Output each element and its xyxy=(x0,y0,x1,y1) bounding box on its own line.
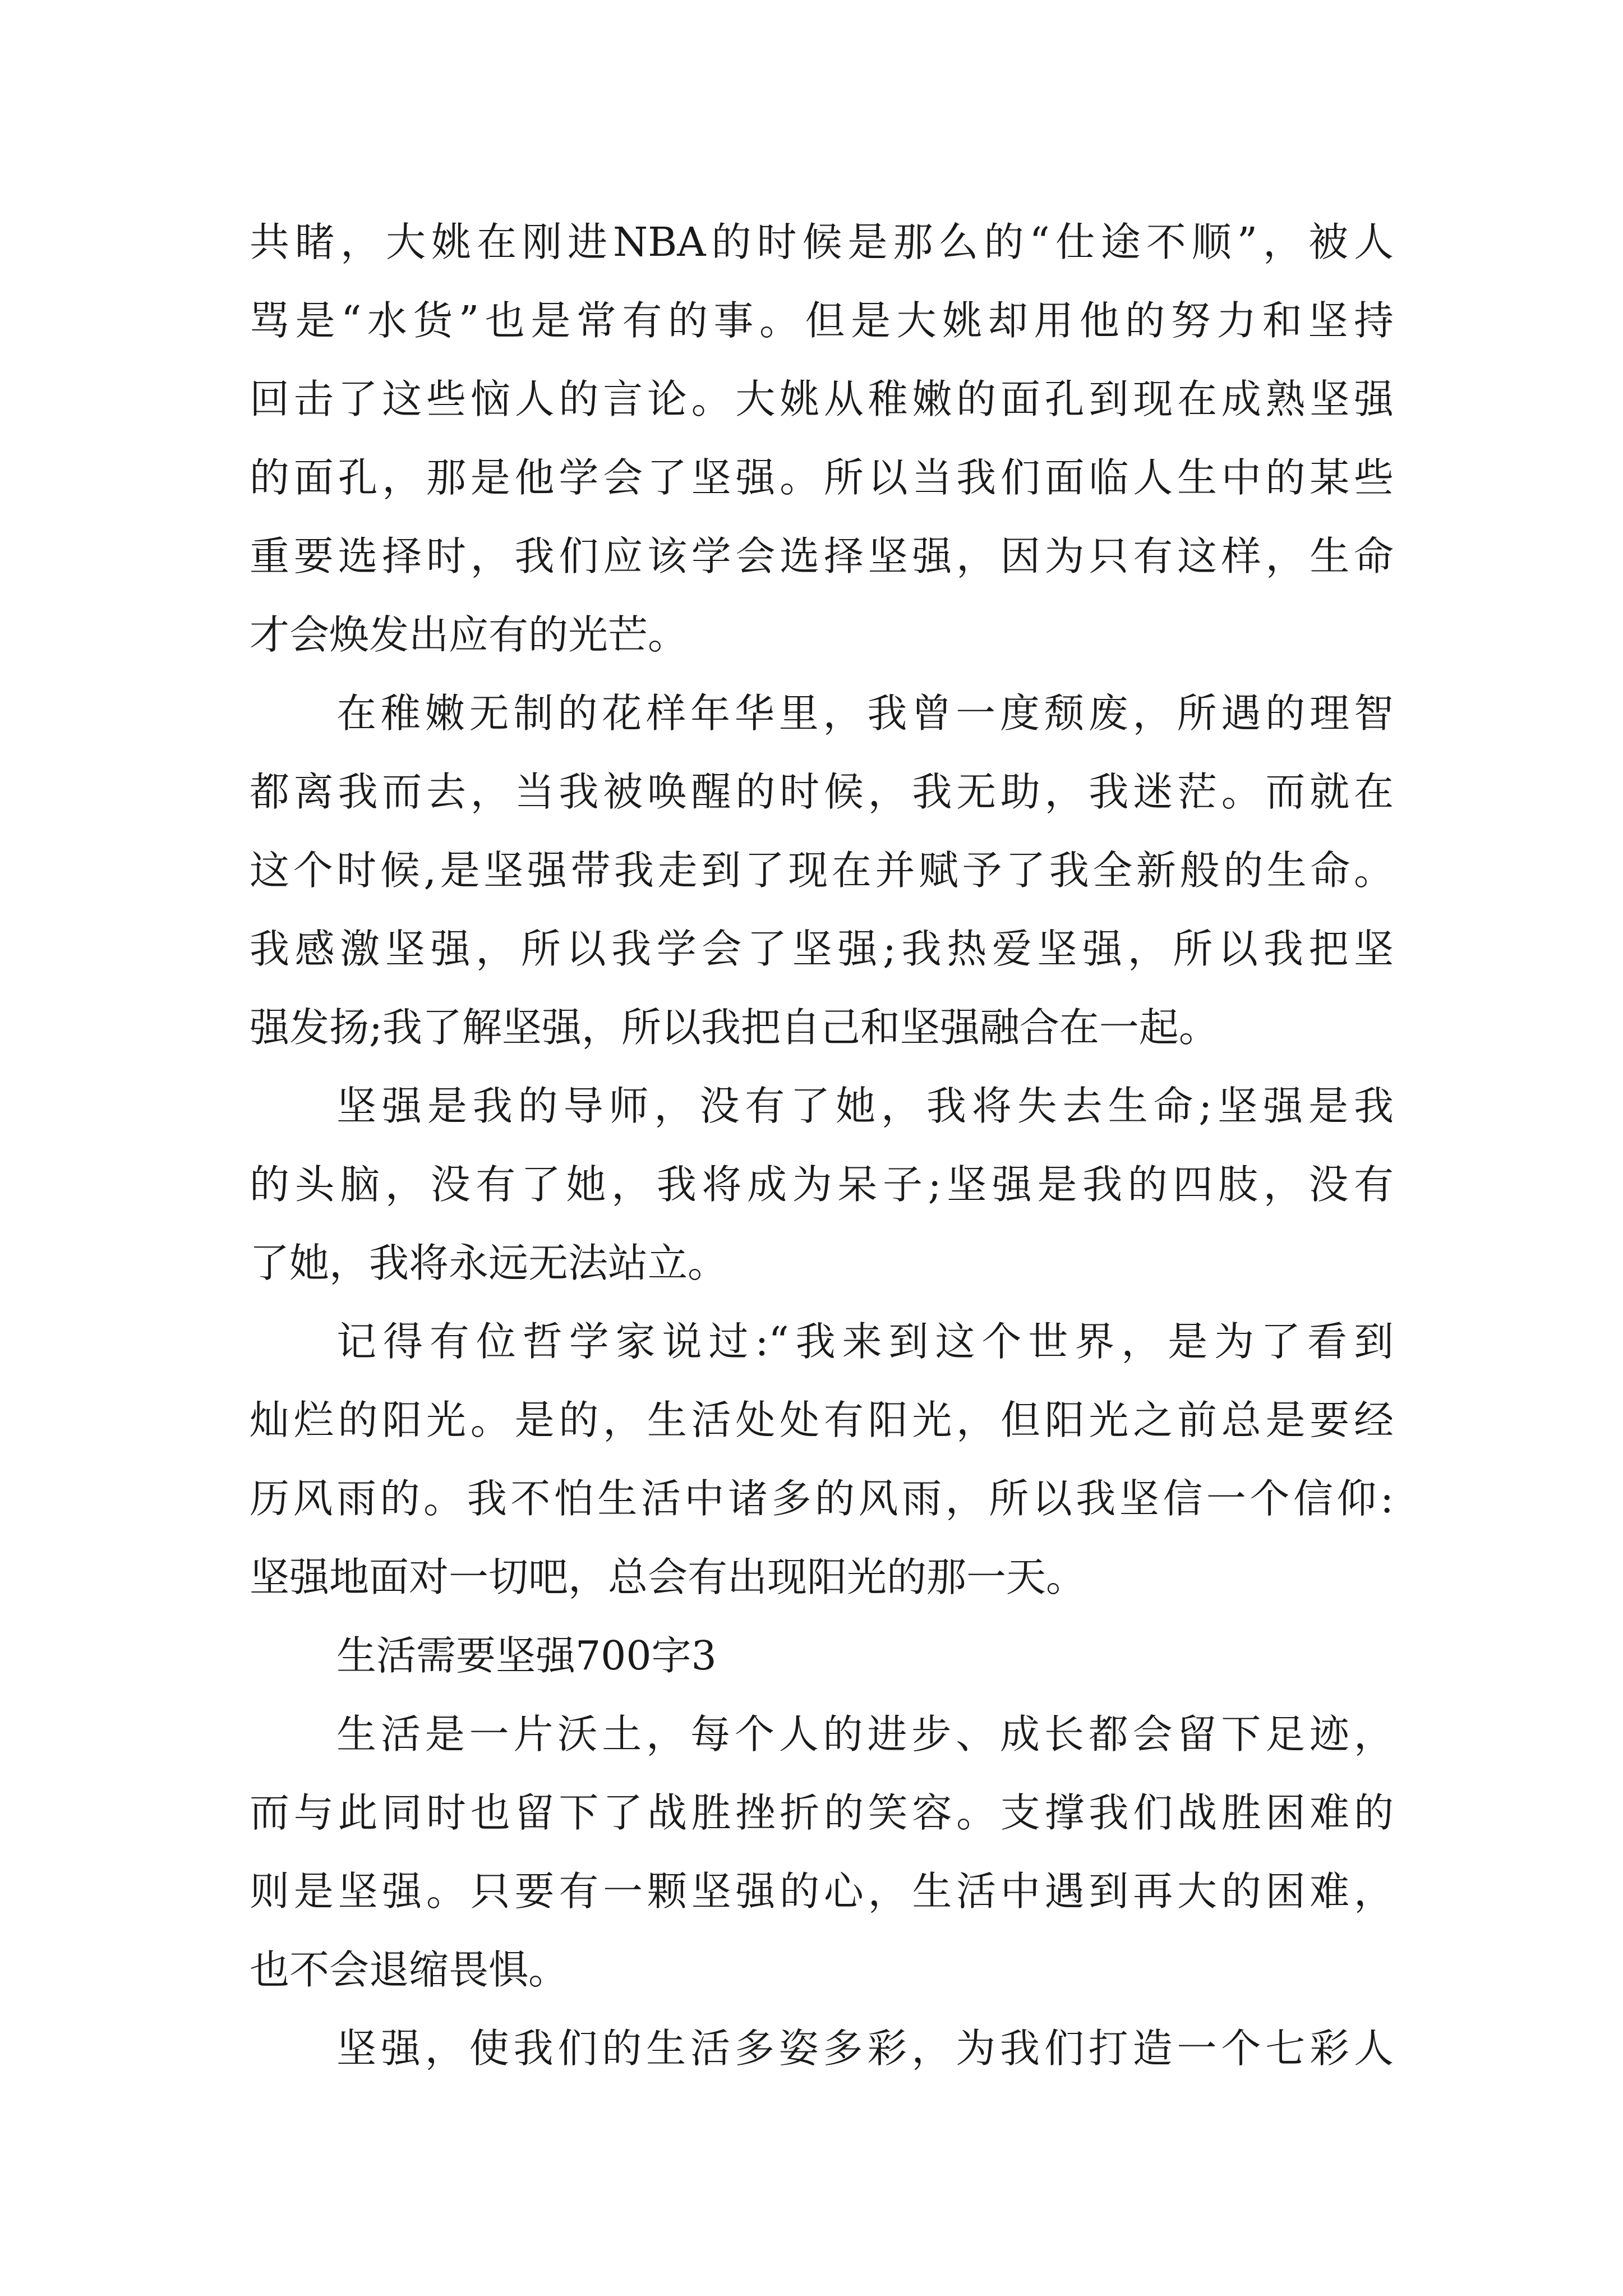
paragraph-line: 而与此同时也留下了战胜挫折的笑容。支撑我们战胜困难的 xyxy=(250,1789,1394,1836)
paragraph-line: 回击了这些恼人的言论。大姚从稚嫩的面孔到现在成熟坚强 xyxy=(250,376,1394,422)
paragraph-line: 在稚嫩无制的花样年华里，我曾一度颓废，所遇的理智 xyxy=(336,690,1394,737)
paragraph-line: 重要选择时，我们应该学会选择坚强，因为只有这样，生命 xyxy=(250,533,1394,579)
paragraph-line: 坚强地面对一切吧，总会有出现阳光的那一天。 xyxy=(250,1554,1086,1600)
paragraph-line: 灿烂的阳光。是的，生活处处有阳光，但阳光之前总是要经 xyxy=(250,1397,1394,1443)
paragraph-line: 历风雨的。我不怕生活中诸多的风雨，所以我坚信一个信仰: xyxy=(250,1475,1394,1522)
paragraph-line: 共睹，大姚在刚进NBA的时候是那么的“仕途不顺”，被人 xyxy=(250,219,1394,265)
paragraph-line: 强发扬;我了解坚强，所以我把自己和坚强融合在一起。 xyxy=(250,1004,1219,1051)
paragraph-line: 坚强是我的导师，没有了她，我将失去生命;坚强是我 xyxy=(336,1083,1394,1129)
paragraph-line: 坚强，使我们的生活多姿多彩，为我们打造一个七彩人 xyxy=(336,2025,1394,2072)
paragraph-line: 也不会退缩畏惧。 xyxy=(250,1947,569,1993)
paragraph-line: 则是坚强。只要有一颗坚强的心，生活中遇到再大的困难， xyxy=(250,1868,1394,1915)
paragraph-line: 才会焕发出应有的光芒。 xyxy=(250,611,688,658)
paragraph-line: 我感激坚强，所以我学会了坚强;我热爱坚强，所以我把坚 xyxy=(250,926,1394,972)
paragraph-line: 都离我而去，当我被唤醒的时候，我无助，我迷茫。而就在 xyxy=(250,769,1394,815)
paragraph-line: 生活是一片沃土，每个人的进步、成长都会留下足迹， xyxy=(336,1711,1394,1757)
paragraph-line: 骂是“水货”也是常有的事。但是大姚却用他的努力和坚持 xyxy=(250,297,1394,344)
paragraph-line: 记得有位哲学家说过:“我来到这个世界，是为了看到 xyxy=(336,1318,1394,1365)
paragraph-line: 这个时候,是坚强带我走到了现在并赋予了我全新般的生命。 xyxy=(250,847,1394,894)
section-heading: 生活需要坚强700字3 xyxy=(336,1632,717,1679)
paragraph-line: 了她，我将永远无法站立。 xyxy=(250,1240,728,1286)
paragraph-line: 的头脑，没有了她，我将成为呆子;坚强是我的四肢，没有 xyxy=(250,1161,1394,1208)
paragraph-line: 的面孔，那是他学会了坚强。所以当我们面临人生中的某些 xyxy=(250,454,1394,501)
